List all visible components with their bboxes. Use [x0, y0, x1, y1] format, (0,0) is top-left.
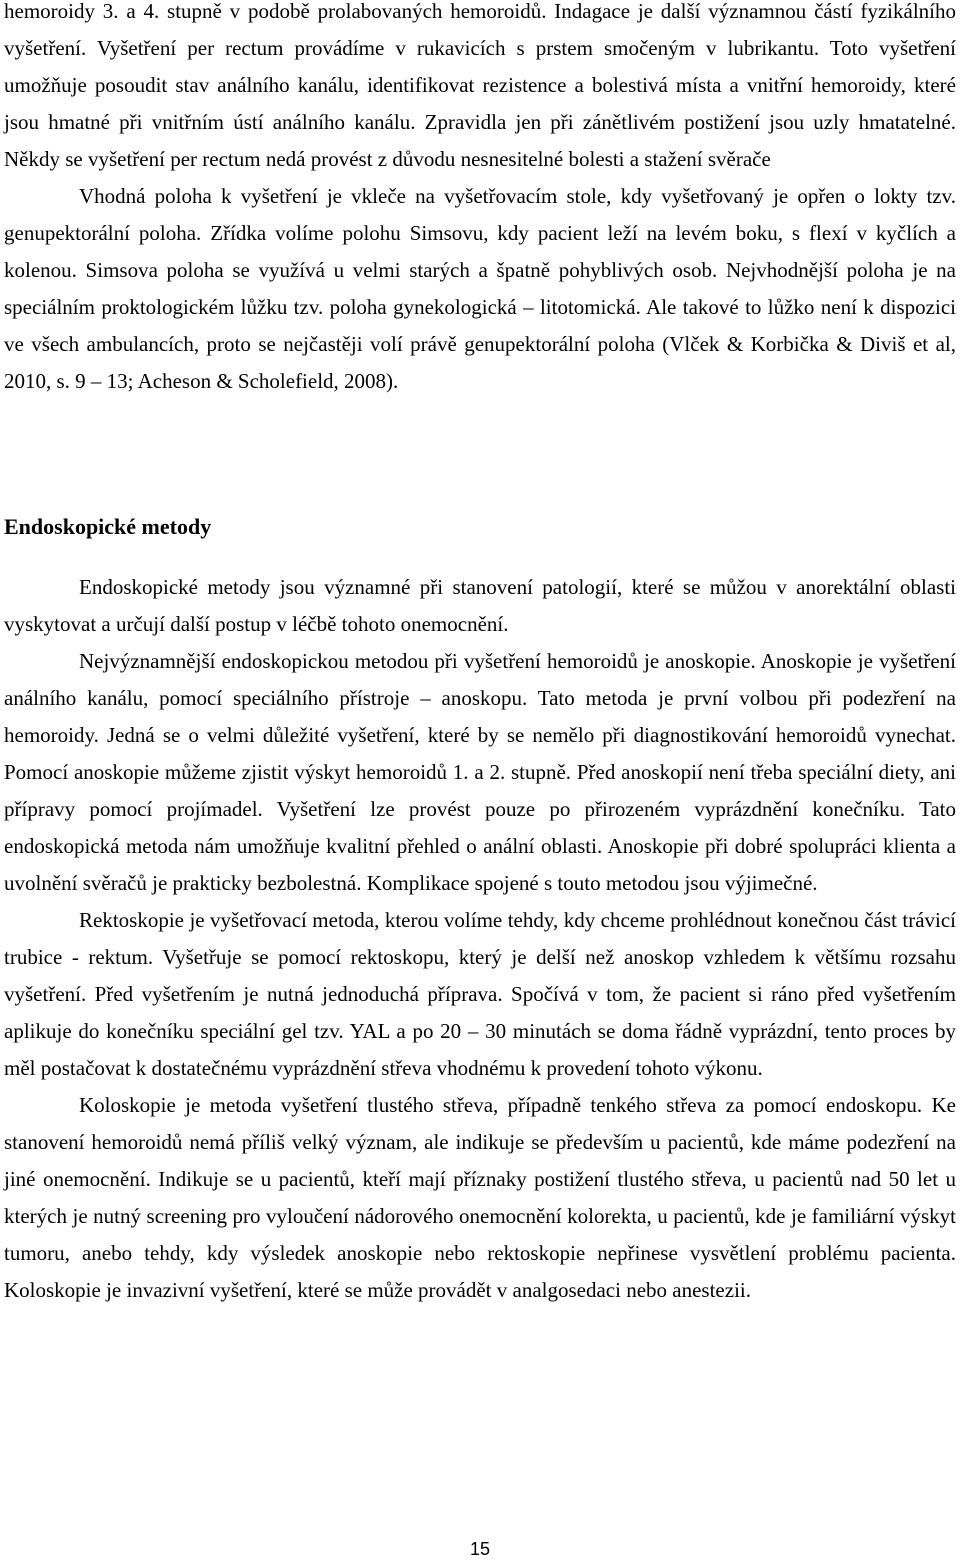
paragraph-rektoskopie: Rektoskopie je vyšetřovací metoda, kterou volíme tehdy, kdy chceme prohlédnout konečnou část trávicí trubice - rektum. Vyšetřuje se pomocí rektoskopu, který je delší než anoskop vzhledem k většímu rozsahu vyšetření. Před vyšetřením je nutná jednoduchá příprava. Spočívá v tom, že pacient si ráno před vyšetřením aplikuje do konečníku speciální gel tzv. YAL a po 20 – 30 minutách se doma řádně vyprázdní, tento proces by měl postačovat k dostatečnému vyprázdnění střeva vhodnému k provedení tohoto výkonu. — [4, 908, 956, 1080]
paragraph-koloskopie: Koloskopie je metoda vyšetření tlustého střeva, případně tenkého střeva za pomocí endoskopu. Ke stanovení hemoroidů nemá příliš velký význam, ale indikuje se především u pacientů, kde máme podezření na jiné onemocnění. Indikuje se u pacientů, kteří mají příznaky postižení tlustého střeva, u pacientů nad 50 let u kterých je nutný screening pro vyloučení nádorového onemocnění kolorekta, u pacientů, kde je familiární výskyt tumoru, anebo tehdy, kdy výsledek anoskopie nebo rektoskopie nepřinese vysvětlení problému pacienta. Koloskopie je invazivní vyšetření, které se může provádět v analgosedaci nebo anestezii. — [4, 1093, 956, 1302]
paragraph-endoskopicke-metody: Endoskopické metody jsou významné při stanovení patologií, které se můžou v anorektální oblasti vyskytovat a určují další postup v léčbě tohoto onemocnění. — [4, 575, 956, 636]
paragraph-anoskopie: Nejvýznamnější endoskopickou metodou při vyšetření hemoroidů je anoskopie. Anoskopie je vyšetření análního kanálu, pomocí speciálního přístroje – anoskopu. Tato metoda je první volbou při podezření na hemoroidy. Jedná se o velmi důležité vyšetření, které by se nemělo při diagnostikování hemoroidů vynechat. Pomocí anoskopie můžeme zjistit výskyt hemoroidů 1. a 2. stupně. Před anoskopií není třeba speciální diety, ani přípravy pomocí projímadel. Vyšetření lze provést pouze po přirozeném vyprázdnění konečníku. Tato endoskopická metoda nám umožňuje kvalitní přehled o anální oblasti. Anoskopie při dobré spolupráci klienta a uvolnění svěračů je prakticky bezbolestná. Komplikace spojené s touto metodou jsou výjimečné. — [4, 649, 956, 895]
section-heading: Endoskopické metody — [4, 514, 212, 539]
page-number: 15 — [469, 1539, 491, 1559]
document-page — [4, 0, 956, 1561]
paragraph-poloha: Vhodná poloha k vyšetření je vkleče na vyšetřovacím stole, kdy vyšetřovaný je opřen o lokty tzv. genupektorální poloha. Zřídka volíme polohu Simsovu, kdy pacient leží na levém boku, s flexí v kyčlích a kolenou. Simsova poloha se využívá u velmi starých a špatně pohyblivých osob. Nejvhodnější poloha je na speciálním proktologickém lůžku tzv. poloha gynekologická – litotomická. Ale takové to lůžko není k dispozici ve všech ambulancích, proto se nejčastěji volí právě genupektorální poloha (Vlček & Korbička & Diviš et al, 2010, s. 9 – 13; Acheson & Scholefield, 2008). — [4, 184, 956, 393]
section-body — [4, 569, 956, 1309]
paragraph-indagace: hemoroidy 3. a 4. stupně v podobě prolabovaných hemoroidů. Indagace je další významnou částí fyzikálního vyšetření. Vyšetření per rectum provádíme v rukavicích s prstem smočeným v lubrikantu. Toto vyšetření umožňuje posoudit stav análního kanálu, identifikovat rezistence a bolestivá místa a vnitřní hemoroidy, které jsou hmatné při vnitřním ústí análního kanálu. Zpravidla jen při zánětlivém postižení jsou uzly hmatatelné. Někdy se vyšetření per rectum nedá provést z důvodu nesnesitelné bolesti a stažení svěrače — [4, 0, 956, 171]
top-text-block — [4, 0, 956, 400]
